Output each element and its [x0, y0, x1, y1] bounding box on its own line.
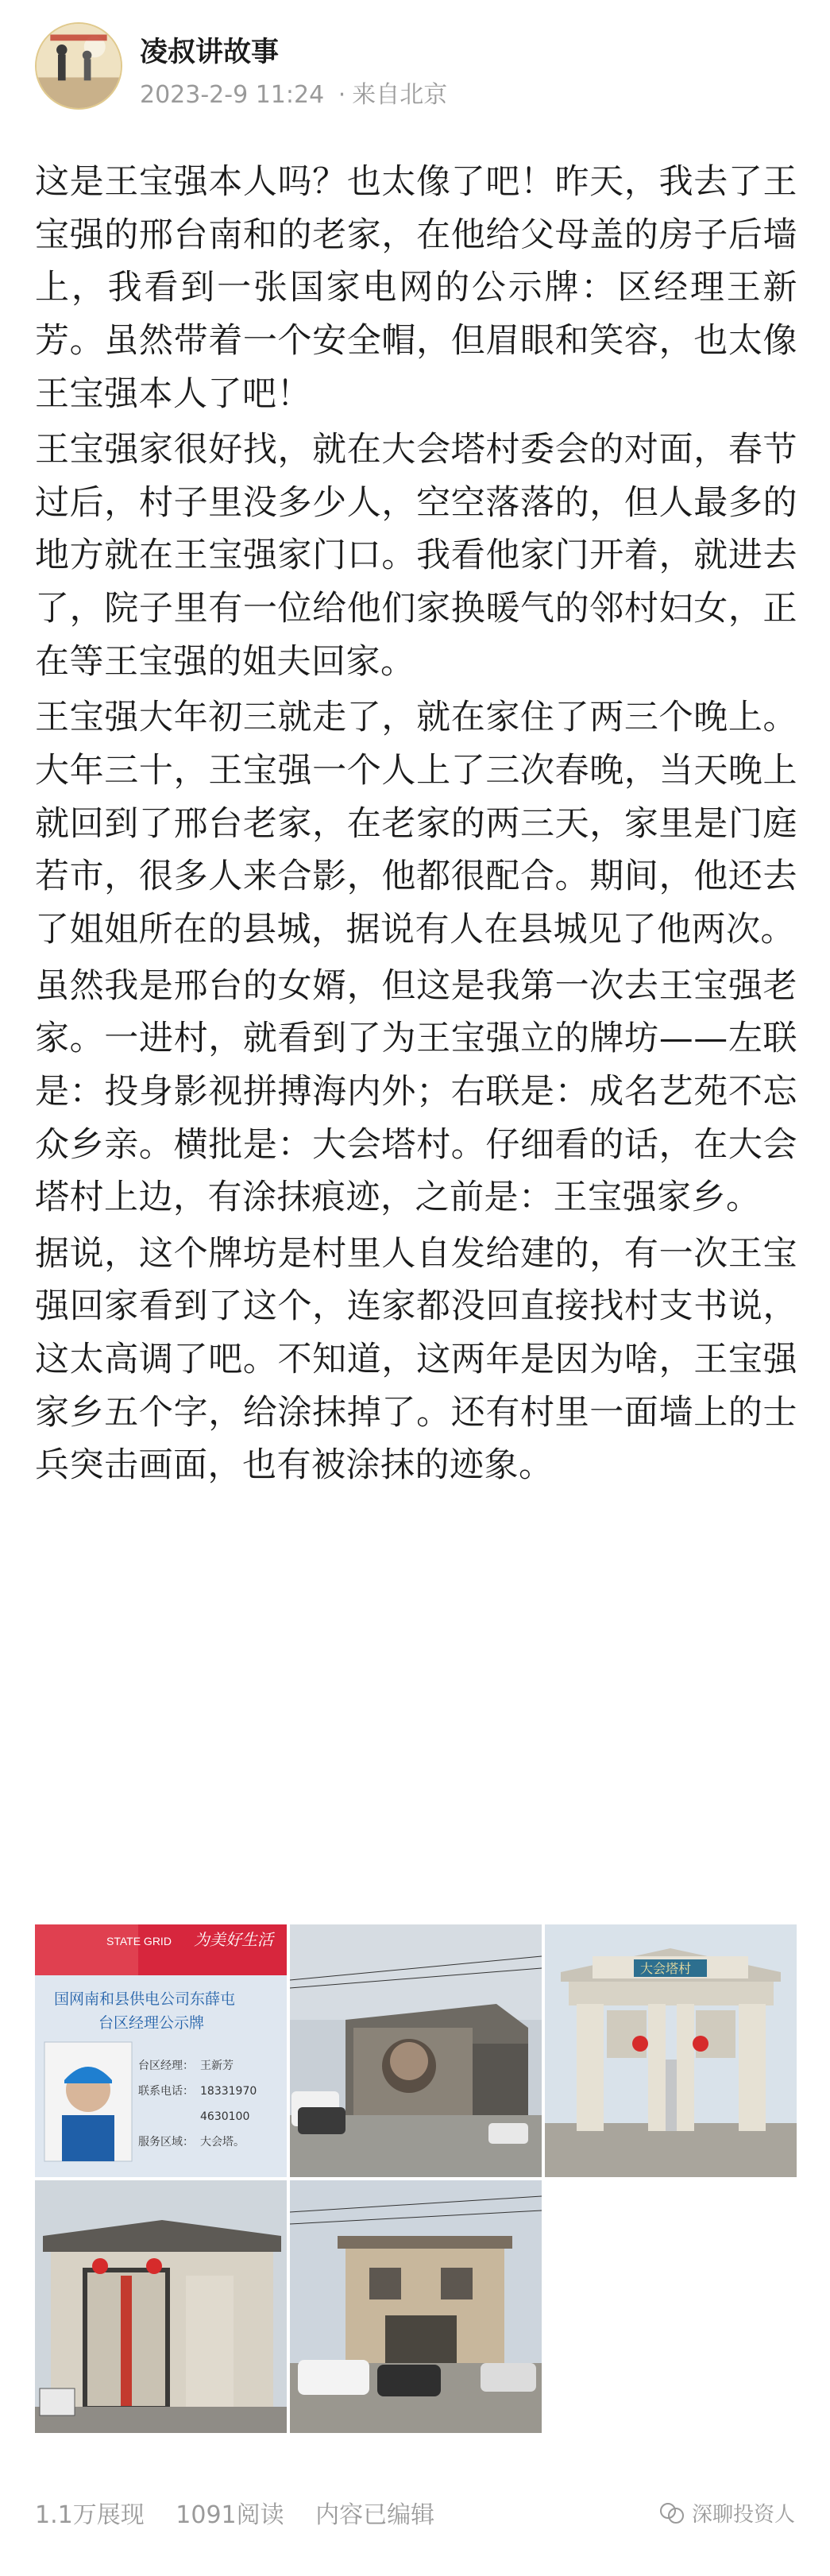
- courtyard-gate-image: [35, 2180, 287, 2433]
- sign-slogan: 为美好生活: [194, 1930, 273, 1949]
- photo-wall-mural[interactable]: [290, 1924, 542, 2177]
- post-source: 来自北京: [352, 81, 448, 109]
- sign-row-value: 大会塔。: [200, 2136, 245, 2149]
- views-count: 1.1万展现: [35, 2501, 145, 2529]
- photo-memorial-arch[interactable]: [545, 1924, 797, 2177]
- sign-title: 国网南和县供电公司东薛屯: [54, 1990, 236, 2008]
- wall-mural-image: [290, 1924, 542, 2177]
- reads-count: 1091阅读: [176, 2501, 284, 2529]
- watermark: [658, 2498, 795, 2528]
- sign-subtitle: 台区经理公示牌: [98, 2014, 205, 2032]
- meta-separator: ·: [338, 81, 346, 109]
- arch-plaque-text: 大会塔村: [640, 1961, 692, 1976]
- post-header: [35, 22, 797, 118]
- edited-label: 内容已编辑: [315, 2501, 435, 2529]
- author-name[interactable]: 凌叔讲故事: [140, 37, 280, 68]
- post-date: 2023-2-9 11:24: [140, 81, 325, 109]
- paragraph: 王宝强家很好找，就在大会塔村委会的对面，春节过后，村子里没多少人，空空落落的，但人最多的地方就在王宝强家门口。我看他家门开着，就进去了，院子里有一位给他们家换暖气的邻村妇女，正在等王宝强的姐夫回家。: [35, 430, 797, 682]
- paragraph: 据说，这个牌坊是村里人自发给建的，有一次王宝强回家看到了这个，连家都没回直接找村支书说，这太高调了吧。不知道，这两年是因为啥，王宝强家乡五个字，给涂抹掉了。还有村里一面墙上的士兵突击画面，也有被涂抹的迹象。: [35, 1233, 797, 1486]
- post-body: [35, 156, 797, 1495]
- paragraph: 王宝强大年初三就走了，就在家住了两三个晚上。大年三十，王宝强一个人上了三次春晚，当天晚上就回到了邢台老家，在老家的两三天，家里是门庭若市，很多人来合影，他都很配合。期间，他还去了姐姐所在的县城，据说有人在县城见了他两次。: [35, 698, 797, 950]
- sign-row-value: 4630100: [200, 2110, 250, 2123]
- sign-row-value: 王新芳: [200, 2060, 234, 2072]
- post-meta: [140, 75, 447, 110]
- sign-row-label: 台区经理：: [138, 2060, 194, 2072]
- watermark-text: 深聊投资人: [691, 2503, 795, 2527]
- avatar-image: [37, 24, 121, 108]
- author-avatar[interactable]: [35, 22, 122, 110]
- sign-row-label: 服务区域：: [138, 2136, 194, 2149]
- sign-brand: STATE GRID: [106, 1935, 172, 1947]
- paragraph: 这是王宝强本人吗？也太像了吧！昨天，我去了王宝强的邢台南和的老家，在他给父母盖的房子后墙上，我看到一张国家电网的公示牌：区经理王新芳。虽然带着一个安全帽，但眉眼和笑容，也太像王宝强本人了吧！: [35, 162, 797, 414]
- paragraph: 虽然我是邢台的女婿，但这是我第一次去王宝强老家。一进村，就看到了为王宝强立的牌坊——左联是：投身影视拼搏海内外；右联是：成名艺苑不忘众乡亲。横批是：大会塔村。仔细看的话，在大会塔村上边，有涂抹痕迹，之前是：王宝强家乡。: [35, 965, 797, 1218]
- photo-house-exterior[interactable]: [290, 2180, 542, 2433]
- wechat-channel-icon: [658, 2500, 685, 2527]
- state-grid-sign-image: [35, 1924, 287, 2177]
- memorial-arch-image: [545, 1924, 797, 2177]
- sign-row-value: 18331970: [200, 2085, 257, 2098]
- photo-state-grid-sign[interactable]: [35, 1924, 287, 2177]
- house-exterior-image: [290, 2180, 542, 2433]
- sign-row-label: 联系电话：: [138, 2085, 194, 2098]
- photo-courtyard-gate[interactable]: [35, 2180, 287, 2433]
